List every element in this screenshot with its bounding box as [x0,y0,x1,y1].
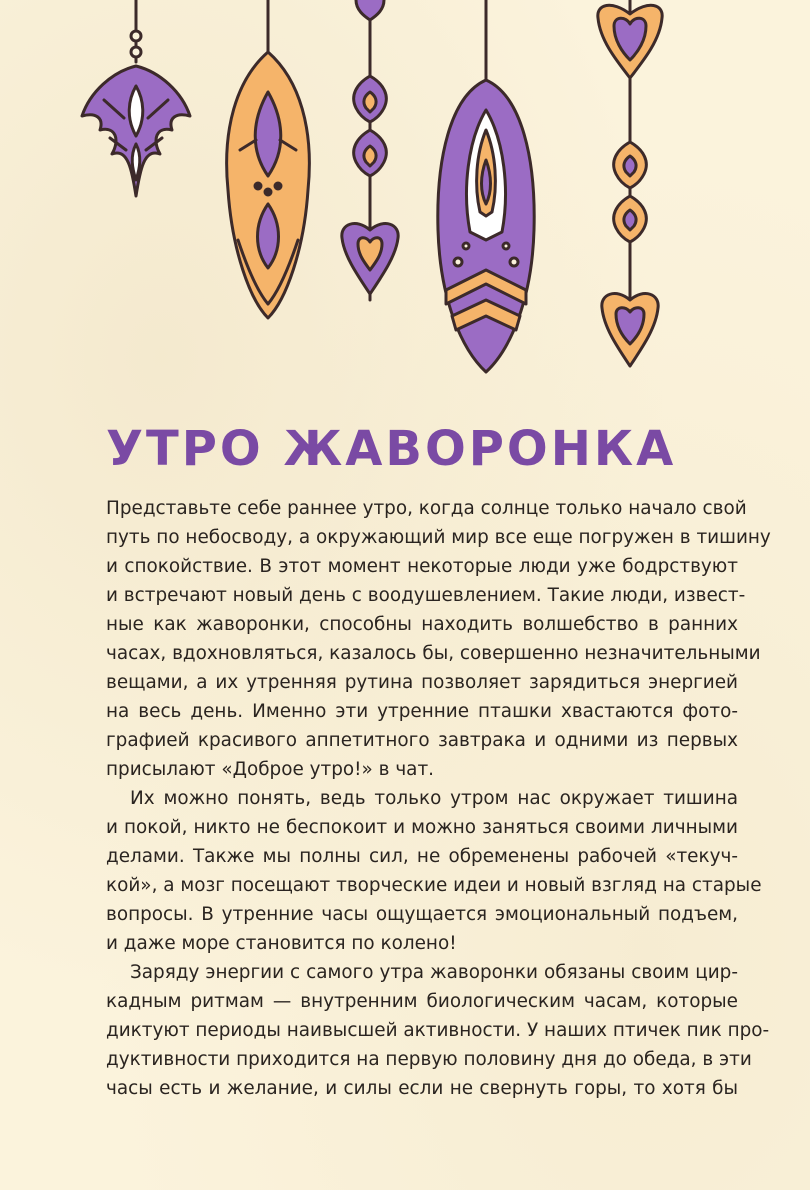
text-line: и покой, никто не беспокоит и можно заняться своими личными [106,817,738,838]
text-line: кадным ритмам — внутренним биологическим часам, которые [106,991,738,1012]
text-line: кой», а мозг посещают творческие идеи и новый взгляд на старые [106,875,762,896]
text-line: диктуют периоды наивысшей активности. У наших птичек пик про- [106,1020,770,1041]
text-line: делами. Также мы полны сил, не обременены рабочей «текуч- [106,846,738,867]
paragraph-3 [106,958,770,1103]
text-line: Их можно понять, ведь только утром нас окружает тишина [130,788,738,809]
text-line: Представьте себе раннее утро, когда солнце только начало свой [106,498,747,519]
text-line: на весь день. Именно эти утренние пташки хвастаются фото- [106,701,738,722]
text-line: графией красивого аппетитного завтрака и одними из первых [106,730,738,751]
hanging-heart-pendant-ornament [598,0,662,366]
paragraph-2 [106,784,762,958]
text-line: часах, вдохновляться, казалось бы, совершенно незначительными [106,643,761,664]
text-line: вопросы. В утренние часы ощущается эмоциональный подъем, [106,904,738,925]
text-line: вещами, а их утренняя рутина позволяет зарядиться энергией [106,672,738,693]
page-title: УТРО ЖАВОРОНКА [106,421,677,477]
text-line: часы есть и желание, и силы если не свернуть горы, то хотя бы [106,1078,738,1099]
text-line: ные как жаворонки, способны находить волшебство в ранних [106,614,738,635]
hanging-leaf-ornament [82,0,190,196]
text-line: Заряду энергии с самого утра жаворонки обязаны своим цир- [130,962,738,983]
text-line: присылают «Доброе утро!» в чат. [106,759,435,780]
text-line: путь по небосводу, а окружающий мир все еще погружен в тишину [106,527,771,548]
hanging-feather-ornament [227,0,310,318]
hanging-ornaments-illustration [0,0,810,390]
text-line: и спокойствие. В этот момент некоторые люди уже бодрствуют [106,556,738,577]
paragraph-1 [106,494,771,784]
body-text [106,494,771,1103]
hanging-feather-ornament [438,0,534,372]
text-line: и встречают новый день с воодушевлением. Такие люди, извест- [106,585,746,606]
text-line: и даже море становится по колено! [106,933,457,954]
hanging-heart-pendant-ornament [342,0,398,300]
text-line: дуктивности приходится на первую половину дня до обеда, в эти [106,1049,752,1070]
